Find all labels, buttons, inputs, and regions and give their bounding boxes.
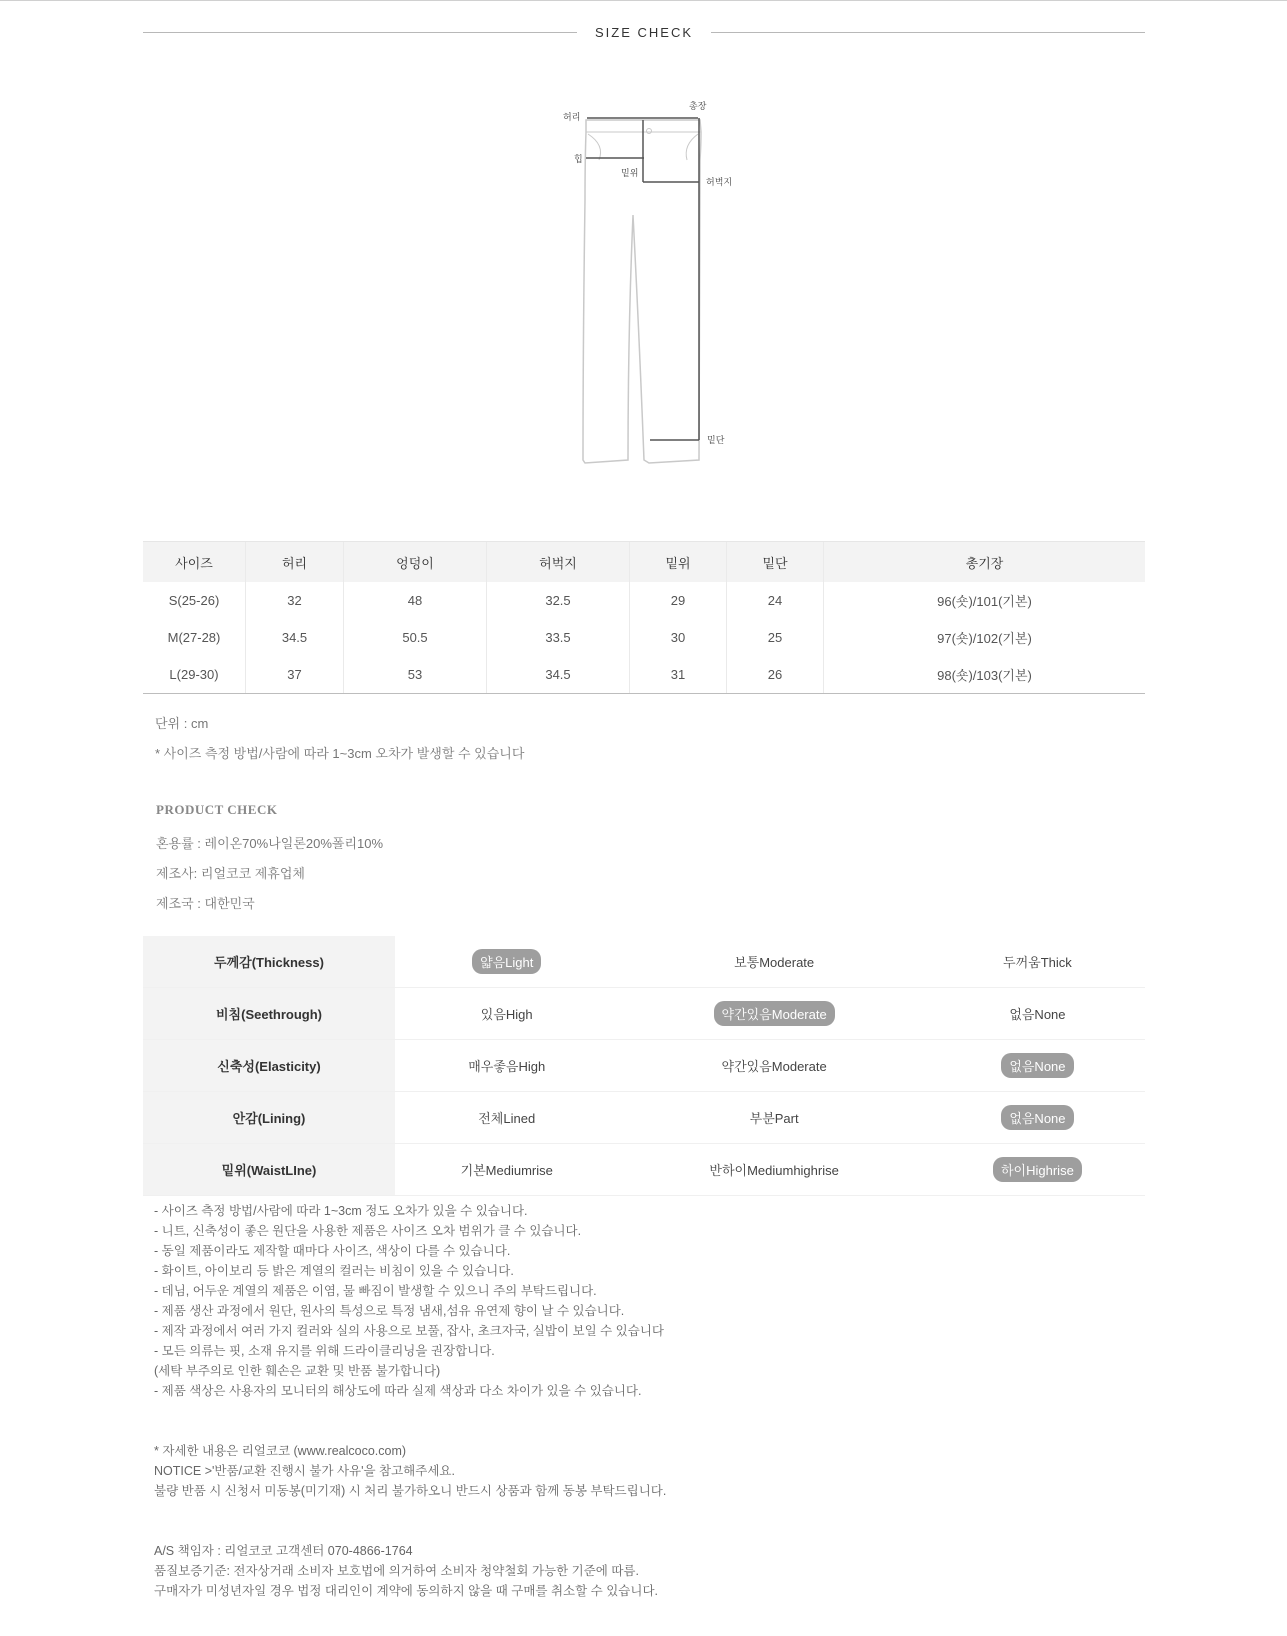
- label-hip: 힙: [574, 155, 583, 165]
- label-thigh: 허벅지: [706, 178, 733, 188]
- note-line: - 제품 색상은 사용자의 모니터의 해상도에 따라 실제 색상과 다소 차이가 있을 수 있습니다.: [154, 1384, 642, 1398]
- attribute-option: 기본Mediumrise: [460, 1163, 553, 1178]
- note-line: - 데님, 어두운 계열의 제품은 이염, 물 빠짐이 발생할 수 있으니 주의 부탁드립니다.: [154, 1284, 597, 1298]
- selected-option-badge: 하이Highrise: [993, 1157, 1082, 1182]
- note-line: - 동일 제품이라도 제작할 때마다 사이즈, 색상이 다를 수 있습니다.: [154, 1244, 511, 1258]
- attribute-name: 밑위(WaistLIne): [143, 1144, 395, 1196]
- label-rise: 밑위: [621, 169, 639, 179]
- composition-info: 혼용률 : 레이온70%나일론20%폴리10%: [156, 836, 384, 851]
- selected-option-badge: 없음None: [1001, 1053, 1073, 1078]
- cell-waist: 34.5: [246, 619, 344, 656]
- attribute-row: [143, 1144, 1145, 1196]
- selected-option-badge: 약간있음Moderate: [714, 1001, 835, 1026]
- selected-option-badge: 없음None: [1001, 1105, 1073, 1130]
- size-table-header: [143, 542, 1145, 583]
- attribute-option-cell: [618, 936, 929, 988]
- cell-waist: 32: [246, 582, 344, 619]
- cell-size: M(27-28): [167, 630, 221, 645]
- note-line: (세탁 부주의로 인한 훼손은 교환 및 반품 불가합니다): [154, 1364, 441, 1378]
- attribute-name: 안감(Lining): [143, 1092, 395, 1144]
- note-line: - 화이트, 아이보리 등 밝은 계열의 컬러는 비침이 있을 수 있습니다.: [154, 1264, 514, 1278]
- notice-line: * 자세한 내용은 리얼코코 (www.realcoco.com): [154, 1444, 407, 1458]
- pants-measurement-diagram: [555, 100, 755, 480]
- size-check-title: SIZE CHECK: [595, 24, 694, 40]
- th-rise: 밑위: [630, 542, 727, 583]
- label-length: 총장: [689, 102, 707, 112]
- note-line: - 니트, 신축성이 좋은 원단을 사용한 제품은 사이즈 오차 범위가 클 수 있습니다.: [154, 1224, 582, 1238]
- maker-info: 제조사: 리얼코코 제휴업체: [156, 866, 305, 881]
- attribute-option-cell: [930, 1092, 1145, 1144]
- cell-rise: 30: [630, 619, 727, 656]
- size-check-header: [143, 22, 1145, 42]
- note-line: - 제품 생산 과정에서 원단, 원사의 특성으로 특정 냄새,섬유 유연제 향이 날 수 있습니다.: [154, 1304, 625, 1318]
- as-line: 품질보증기준: 전자상거래 소비자 보호법에 의거하여 소비자 청약철회 가능한 기준에 따름.: [154, 1564, 639, 1578]
- cell-length: 97(숏)/102(기본): [824, 619, 1146, 656]
- cell-length: 96(숏)/101(기본): [824, 582, 1146, 619]
- attribute-name: 두께감(Thickness): [143, 936, 395, 988]
- attribute-option-cell: [395, 988, 618, 1040]
- as-info: [154, 1541, 658, 1601]
- notice-line: 불량 반품 시 신청서 미동봉(미기재) 시 처리 불가하오니 반드시 상품과 함께 동봉 부탁드립니다.: [154, 1484, 667, 1498]
- cell-hip: 53: [344, 656, 487, 694]
- pants-diagram-svg: [555, 100, 755, 480]
- size-table: [143, 541, 1145, 694]
- header-line-right: [711, 32, 1145, 33]
- attribute-option: 두꺼움Thick: [1003, 955, 1072, 970]
- attribute-option-cell: [930, 1144, 1145, 1196]
- th-hem: 밑단: [727, 542, 824, 583]
- attribute-option-cell: [930, 1040, 1145, 1092]
- attribute-option-cell: [618, 1092, 929, 1144]
- cell-waist: 37: [246, 656, 344, 694]
- size-error-note: * 사이즈 측정 방법/사람에 따라 1~3cm 오차가 발생할 수 있습니다: [155, 746, 525, 761]
- cell-thigh: 32.5: [487, 582, 630, 619]
- cell-hem: 25: [727, 619, 824, 656]
- attribute-row: [143, 1040, 1145, 1092]
- label-hem: 밑단: [707, 436, 725, 446]
- cell-rise: 29: [630, 582, 727, 619]
- note-line: - 사이즈 측정 방법/사람에 따라 1~3cm 정도 오차가 있을 수 있습니다.: [154, 1204, 528, 1218]
- attribute-option: 보통Moderate: [734, 955, 815, 970]
- attribute-option-cell: [395, 1092, 618, 1144]
- th-waist: 허리: [246, 542, 344, 583]
- table-row: [143, 582, 1145, 619]
- table-row: [143, 619, 1145, 656]
- attribute-option: 반하이Mediumhighrise: [709, 1163, 839, 1178]
- return-notice: [154, 1441, 666, 1501]
- cell-thigh: 33.5: [487, 619, 630, 656]
- note-line: - 제작 과정에서 여러 가지 컬러와 실의 사용으로 보풀, 잡사, 초크자국, 실밥이 보일 수 있습니다: [154, 1324, 664, 1338]
- note-line: - 모든 의류는 핏, 소재 유지를 위해 드라이클리닝을 권장합니다.: [154, 1344, 495, 1358]
- unit-note: 단위 : cm: [155, 716, 209, 731]
- attribute-option-cell: [395, 936, 618, 988]
- attribute-option: 약간있음Moderate: [721, 1059, 827, 1074]
- cell-rise: 31: [630, 656, 727, 694]
- cell-size: S(25-26): [168, 593, 220, 608]
- attribute-option-cell: [930, 936, 1145, 988]
- attribute-option-cell: [618, 1144, 929, 1196]
- table-row: [143, 656, 1145, 694]
- th-hip: 엉덩이: [344, 542, 487, 583]
- cell-hip: 50.5: [344, 619, 487, 656]
- top-divider: [0, 0, 1287, 1]
- cell-hip: 48: [344, 582, 487, 619]
- cell-hem: 26: [727, 656, 824, 694]
- label-waist: 허리: [563, 113, 581, 123]
- right-pocket: [686, 134, 698, 160]
- cell-thigh: 34.5: [487, 656, 630, 694]
- product-check-title: PRODUCT CHECK: [156, 802, 278, 817]
- product-attributes-table: [143, 936, 1145, 1196]
- attribute-name: 신축성(Elasticity): [143, 1040, 395, 1092]
- notice-line: NOTICE >'반품/교환 진행시 불가 사유'을 참고해주세요.: [154, 1464, 455, 1478]
- attribute-name: 비침(Seethrough): [143, 988, 395, 1040]
- cell-hem: 24: [727, 582, 824, 619]
- attribute-option-cell: [618, 1040, 929, 1092]
- attribute-option: 부분Part: [749, 1111, 799, 1126]
- attribute-row: [143, 988, 1145, 1040]
- th-thigh: 허벅지: [487, 542, 630, 583]
- cell-size: L(29-30): [143, 656, 246, 694]
- attribute-option: 있음High: [480, 1007, 533, 1022]
- attribute-option-cell: [930, 988, 1145, 1040]
- attribute-option: 매우좋음High: [468, 1059, 546, 1074]
- pants-outline: [583, 120, 701, 463]
- attribute-option: 전체Lined: [478, 1111, 536, 1126]
- country-info: 제조국 : 대한민국: [156, 896, 255, 911]
- care-notes: [154, 1201, 664, 1401]
- attribute-option-cell: [618, 988, 929, 1040]
- attribute-row: [143, 936, 1145, 988]
- attribute-row: [143, 1092, 1145, 1144]
- as-line: A/S 책임자 : 리얼코코 고객센터 070-4866-1764: [154, 1544, 413, 1558]
- cell-length: 98(숏)/103(기본): [824, 656, 1146, 694]
- left-pocket: [588, 134, 601, 160]
- as-line: 구매자가 미성년자일 경우 법정 대리인이 계약에 동의하지 않을 때 구매를 취소할 수 있습니다.: [154, 1584, 658, 1598]
- attribute-option-cell: [395, 1040, 618, 1092]
- th-length: 총기장: [824, 542, 1146, 583]
- selected-option-badge: 얇음Light: [472, 949, 541, 974]
- attribute-option-cell: [395, 1144, 618, 1196]
- button: [647, 129, 652, 134]
- th-size: 사이즈: [143, 542, 246, 583]
- header-line-left: [143, 32, 577, 33]
- attribute-option: 없음None: [1009, 1007, 1066, 1022]
